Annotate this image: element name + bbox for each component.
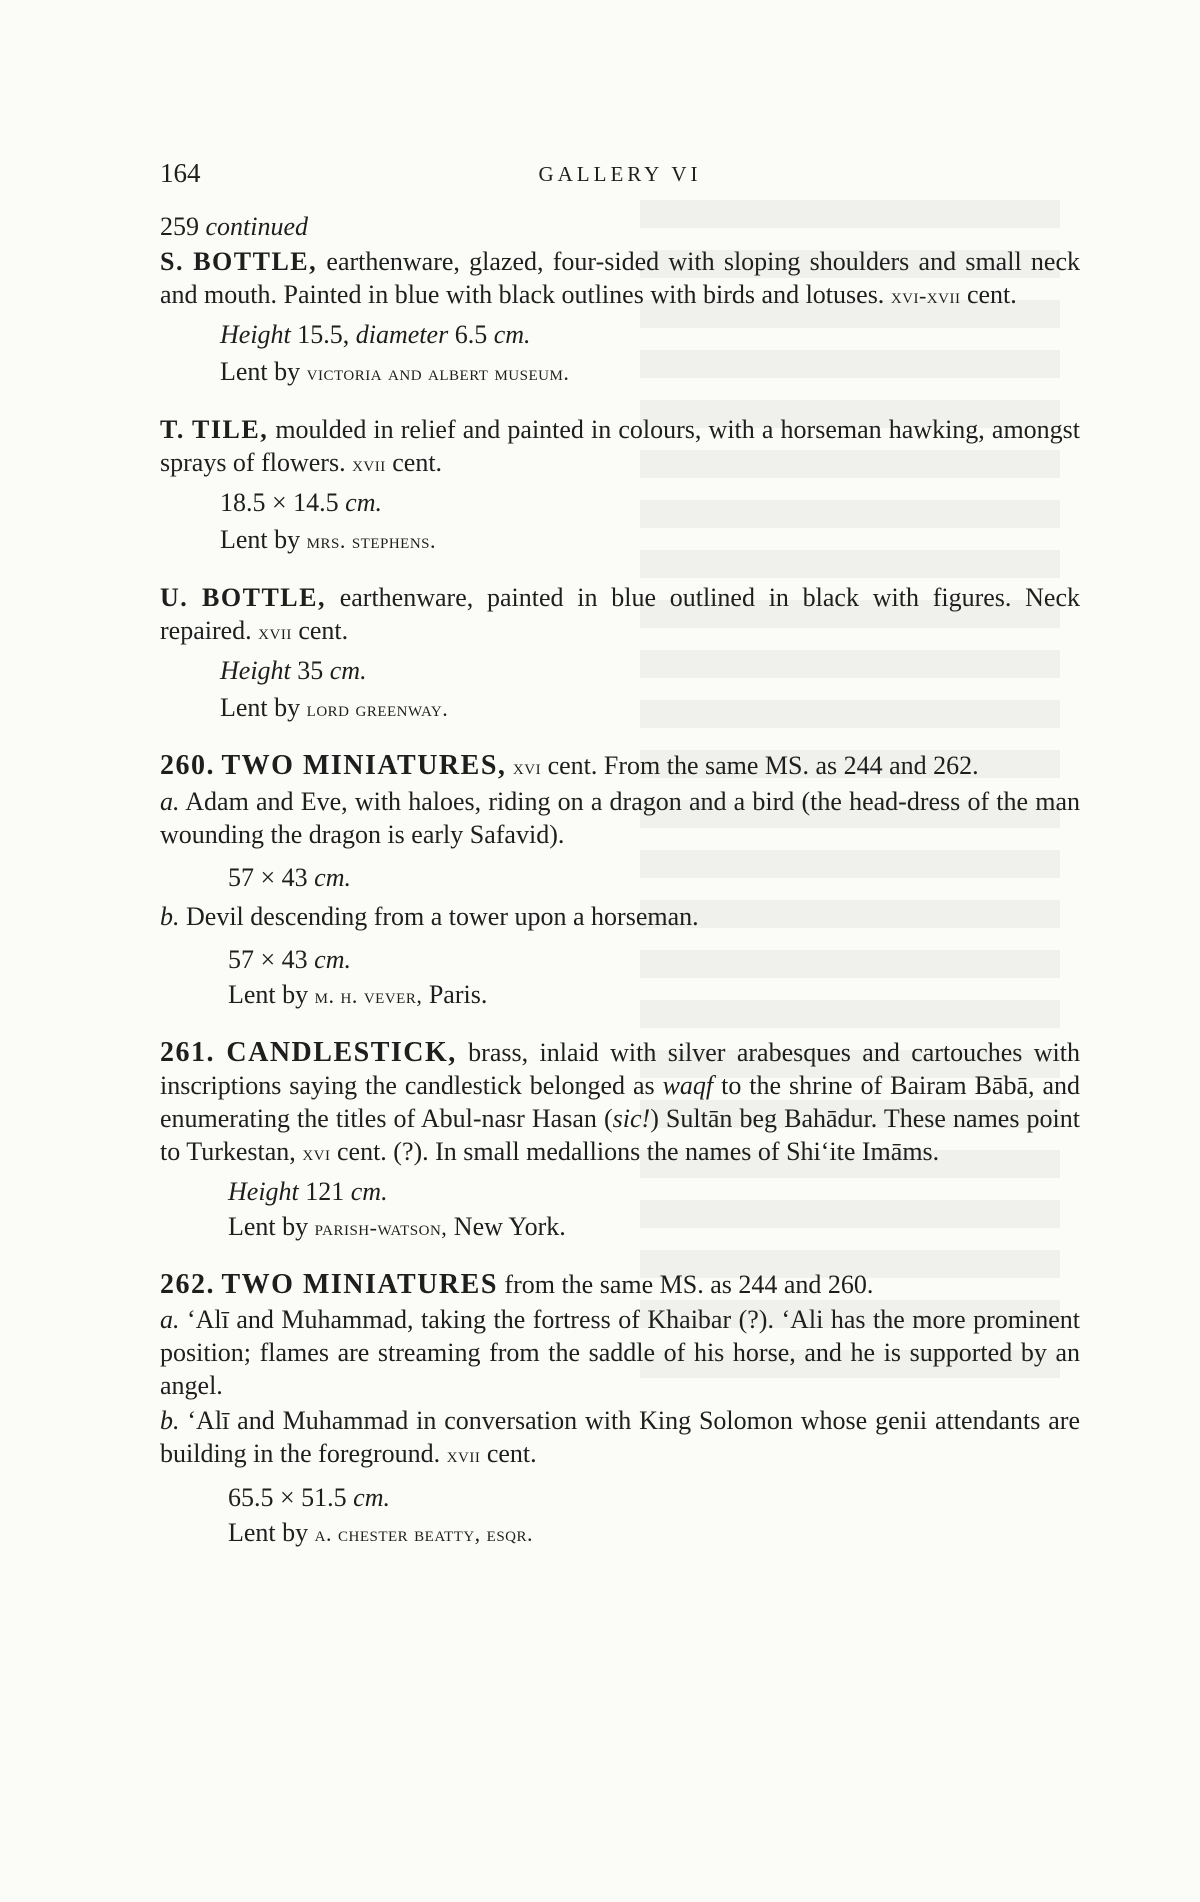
entry-261-unit: cm. (350, 1177, 388, 1206)
continued-line (160, 210, 1080, 243)
entry-260-a-text: Adam and Eve, with haloes, riding on a dragon and a bird (the head-dress of the man wounding the dragon is early Safavid). (160, 787, 1080, 849)
entry-s-letter: S. (160, 247, 184, 276)
entry-u-title: BOTTLE, (202, 583, 326, 612)
entry-260-b-dims: 57 × 43 (228, 945, 308, 974)
entry-s-title: BOTTLE, (193, 247, 318, 276)
entry-261-lent-prefix: Lent by (228, 1212, 309, 1241)
entry-t-date: xvii (352, 451, 386, 476)
entry-s-lent-prefix: Lent by (220, 357, 301, 386)
running-head: GALLERY VI (538, 162, 702, 186)
entry-s-height-label: Height (220, 320, 291, 349)
entry-262-lender: a. chester beatty, esqr. (314, 1521, 533, 1546)
entry-s-desc: earthenware, glazed, four-sided with sloping shoulders and small neck and mouth. Painted in blue with black outlines with birds and lotuses. (160, 247, 1080, 309)
entry-262-dims: 65.5 × 51.5 (228, 1483, 347, 1512)
entry-262-date: xvii (446, 1442, 481, 1467)
entry-262-unit: cm. (353, 1483, 390, 1512)
entry-u-date-suffix: cent. (298, 616, 349, 645)
entry-u-unit: cm. (329, 656, 367, 685)
entry-262-lender-line (160, 1516, 1080, 1550)
entry-s-diameter-label: diameter (355, 320, 449, 349)
entry-u-dimensions (160, 654, 1080, 687)
entry-260-b-text: Devil descending from a tower upon a horseman. (186, 902, 699, 931)
page-number: 164 (160, 158, 201, 188)
entry-262-title: TWO MINIATURES (221, 1269, 498, 1300)
entry-260-lender-line (160, 978, 1080, 1012)
entry-261-title: CANDLESTICK, (226, 1037, 457, 1068)
entry-261-lender-place: New York. (453, 1212, 566, 1241)
entry-t-lender-line (160, 523, 1080, 557)
entry-s-lender-line (160, 355, 1080, 389)
entry-262-number: 262. (160, 1269, 215, 1300)
entry-s-date: xvi-xvii (890, 283, 961, 308)
entry-260-desc: cent. From the same MS. as 244 and 262. (547, 751, 979, 780)
entry-t-unit: cm. (345, 488, 382, 517)
entry-261-number: 261. (160, 1037, 215, 1068)
entry-s-height-value: 15.5, (297, 320, 350, 349)
entry-261-height-value: 121 (305, 1177, 345, 1206)
entry-262-dimensions (160, 1481, 1080, 1514)
entry-u (160, 581, 1080, 725)
entry-260-b-dimensions (160, 943, 1080, 976)
entry-u-lender-line (160, 691, 1080, 725)
entry-260-item-b (160, 900, 1080, 933)
entry-t-dimensions (160, 486, 1080, 519)
entry-261-dimensions (160, 1175, 1080, 1208)
page-header (160, 158, 1080, 198)
entry-261 (160, 1036, 1080, 1244)
entry-262-description (160, 1268, 1080, 1301)
entry-u-height-label: Height (220, 656, 291, 685)
entry-262-item-b (160, 1404, 1080, 1471)
entry-t (160, 413, 1080, 557)
entry-s-unit: cm. (493, 320, 531, 349)
entry-262-a-text: ‘Alī and Muhammad, taking the fortress of Khaibar (?). ‘Ali has the more prominent position; flames are streaming from the saddle of his horse, and he is supported by an angel. (160, 1305, 1081, 1400)
entry-260-title: TWO MINIATURES, (221, 750, 507, 781)
entry-260-a-dims: 57 × 43 (228, 863, 308, 892)
entry-s-date-suffix: cent. (966, 280, 1017, 309)
entry-262-b-label: b. (160, 1406, 180, 1435)
entry-262-lent-prefix: Lent by (228, 1518, 309, 1547)
entry-t-dims: 18.5 × 14.5 (220, 488, 339, 517)
entry-260-lent-prefix: Lent by (228, 980, 309, 1009)
entry-u-lent-prefix: Lent by (220, 693, 301, 722)
entry-t-description (160, 413, 1080, 480)
entry-260 (160, 749, 1080, 1012)
entry-260-item-a (160, 785, 1080, 851)
entry-261-date: xvi (302, 1140, 331, 1165)
entry-261-lender: parish-watson, (314, 1215, 448, 1240)
catalogue-body (160, 210, 1080, 1574)
entry-261-waqf: waqf (662, 1071, 714, 1100)
entry-s (160, 245, 1080, 389)
continued-number: 259 (160, 212, 199, 241)
entry-u-height-value: 35 (297, 656, 324, 685)
entry-260-b-label: b. (160, 902, 180, 931)
entry-260-date: xvi (512, 754, 542, 779)
entry-t-title: TILE, (192, 415, 269, 444)
entry-262-desc: from the same MS. as 244 and 260. (504, 1270, 874, 1299)
entry-260-a-label: a. (160, 787, 180, 816)
entry-s-diameter-value: 6.5 (454, 320, 488, 349)
entry-260-lender-place: Paris. (428, 980, 488, 1009)
entry-260-lender: m. h. vever, (314, 983, 423, 1008)
entry-261-desc-2: to the shrine of Bairam Bābā, and enumerating the titles of Abul-nasr Hasan ( (160, 1071, 1080, 1133)
entry-261-description (160, 1036, 1080, 1169)
entry-262 (160, 1268, 1080, 1550)
entry-260-b-unit: cm. (314, 945, 351, 974)
entry-261-height-label: Height (228, 1177, 299, 1206)
entry-260-a-unit: cm. (314, 863, 351, 892)
entry-u-letter: U. (160, 583, 189, 612)
entry-262-b-text: ‘Alī and Muhammad in conversation with King Solomon whose genii attendants are building in the foreground. (160, 1406, 1080, 1468)
entry-t-desc: moulded in relief and painted in colours, with a horseman hawking, amongst sprays of flowers. (160, 415, 1081, 477)
entry-261-desc-1: brass, inlaid with silver arabesques and cartouches with inscriptions saying the candlestick belonged as (160, 1038, 1080, 1100)
entry-u-desc: earthenware, painted in blue outlined in black with figures. Neck repaired. (160, 583, 1080, 645)
entry-s-description (160, 245, 1080, 312)
entry-262-date-suffix: cent. (486, 1439, 537, 1468)
entry-260-description (160, 749, 1080, 783)
continued-label: continued (205, 212, 309, 241)
entry-t-lender: mrs. stephens. (306, 528, 437, 553)
entry-262-a-label: a. (160, 1305, 180, 1334)
entry-261-desc-4: cent. (?). In small medallions the names of Shi‘ite Imāms. (336, 1137, 940, 1166)
entry-261-lender-line (160, 1210, 1080, 1244)
entry-t-letter: T. (160, 415, 185, 444)
entry-u-description (160, 581, 1080, 648)
entry-t-lent-prefix: Lent by (220, 525, 301, 554)
entry-262-item-a (160, 1303, 1080, 1402)
entry-s-lender: victoria and albert museum. (306, 360, 570, 385)
entry-u-date: xvii (258, 619, 292, 644)
entry-261-sic: sic! (612, 1104, 651, 1133)
entry-261-desc-3: ) Sultān beg Bahādur. These names point to Turkestan, (160, 1104, 1080, 1166)
entry-260-number: 260. (160, 750, 215, 781)
entry-u-lender: lord greenway. (306, 696, 449, 721)
entry-t-date-suffix: cent. (392, 448, 443, 477)
entry-s-dimensions (160, 318, 1080, 351)
entry-260-a-dimensions (160, 861, 1080, 894)
